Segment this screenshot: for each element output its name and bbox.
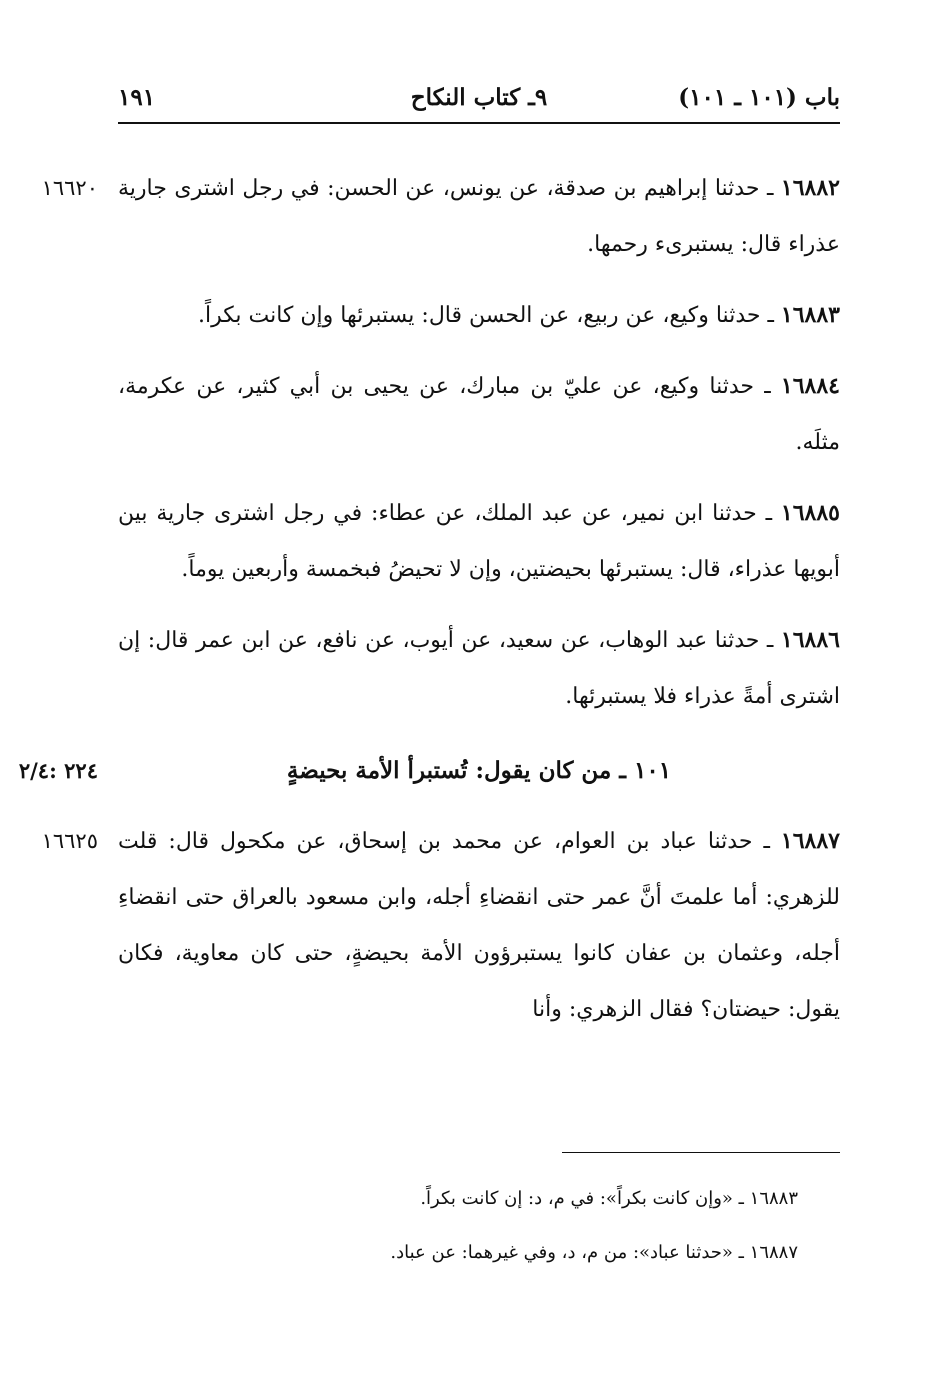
margin-reference: ٢٢٤ :٢/٤ — [18, 758, 98, 783]
hadith-text: ـ حدثنا وكيع، عن عليّ بن مبارك، عن يحيى بن أبي كثير، عن عكرمة، مثلَه. — [118, 374, 840, 455]
hadith-text: ـ حدثنا عباد بن العوام، عن محمد بن إسحاق، عن مكحول قال: قلت للزهري: أما علمتَ أنَّ عمر حتى انقضاءِ أجله، وابن مسعود بالعراق حتى انقضاءِ أجله، وعثمان بن عفان كانوا يستبرؤون الأمة بحيضةٍ، حتى كان معاوية، فكان يقول: حيضتان؟ فقال الزهري: وأنا — [118, 829, 840, 1022]
hadith-16887 — [41, 813, 840, 1038]
hadith-text: ـ حدثنا ابن نمير، عن عبد الملك، عن عطاء: في رجل اشترى جارية بين أبويها عذراء، قال: يستبرئها بحيضتين، وإن لا تحيضُ فبخمسة وأربعين يوماً. — [118, 501, 840, 582]
hadith-16882 — [41, 160, 840, 273]
hadith-16886 — [118, 612, 840, 725]
hadith-number: ١٦٨٨٣ — [780, 302, 840, 328]
main-text — [18, 160, 840, 1038]
hadith-text: ـ حدثنا وكيع، عن ربيع، عن الحسن قال: يستبرئها وإن كانت بكراً. — [197, 303, 781, 328]
hadith-text: ـ حدثنا إبراهيم بن صدقة، عن يونس، عن الحسن: في رجل اشترى جارية عذراء قال: يستبرىء رحمها. — [118, 176, 840, 257]
hadith-16885 — [118, 485, 840, 598]
hadith-number: ١٦٨٨٦ — [780, 627, 840, 653]
footnotes — [118, 1172, 798, 1280]
hadith-number: ١٦٨٨٧ — [780, 828, 840, 854]
footnote: ١٦٨٨٣ ـ «وإن كانت بكراً»: في م، د: إن كانت بكراً. — [420, 1188, 798, 1209]
hadith-text: ـ حدثنا عبد الوهاب، عن سعيد، عن أيوب، عن نافع، عن ابن عمر قال: إن اشترى أمةً عذراء فلا يستبرئها. — [118, 628, 840, 709]
margin-reference: ١٦٦٢٠ — [41, 176, 98, 200]
chapter-heading — [18, 739, 840, 803]
margin-reference: ١٦٦٢٥ — [41, 829, 98, 853]
hadith-number: ١٦٨٨٢ — [780, 175, 840, 201]
running-header — [118, 82, 840, 124]
hadith-16883 — [118, 287, 840, 344]
hadith-16884 — [118, 358, 840, 471]
hadith-number: ١٦٨٨٥ — [780, 500, 840, 526]
footnote: ١٦٨٨٧ ـ «حدثنا عباد»: من م، د، وفي غيرهما: عن عباد. — [390, 1242, 798, 1263]
page-number: ١٩١ — [118, 84, 156, 111]
header-book-title: ٩ـ كتاب النكاح — [410, 84, 548, 111]
header-chapter: باب (١٠١ ـ ١٠١) — [678, 84, 840, 111]
hadith-number: ١٦٨٨٤ — [780, 373, 840, 399]
footnote-divider — [562, 1152, 840, 1153]
chapter-heading-text: ١٠١ ـ من كان يقول: تُستبرأ الأمة بحيضةٍ — [286, 757, 672, 784]
